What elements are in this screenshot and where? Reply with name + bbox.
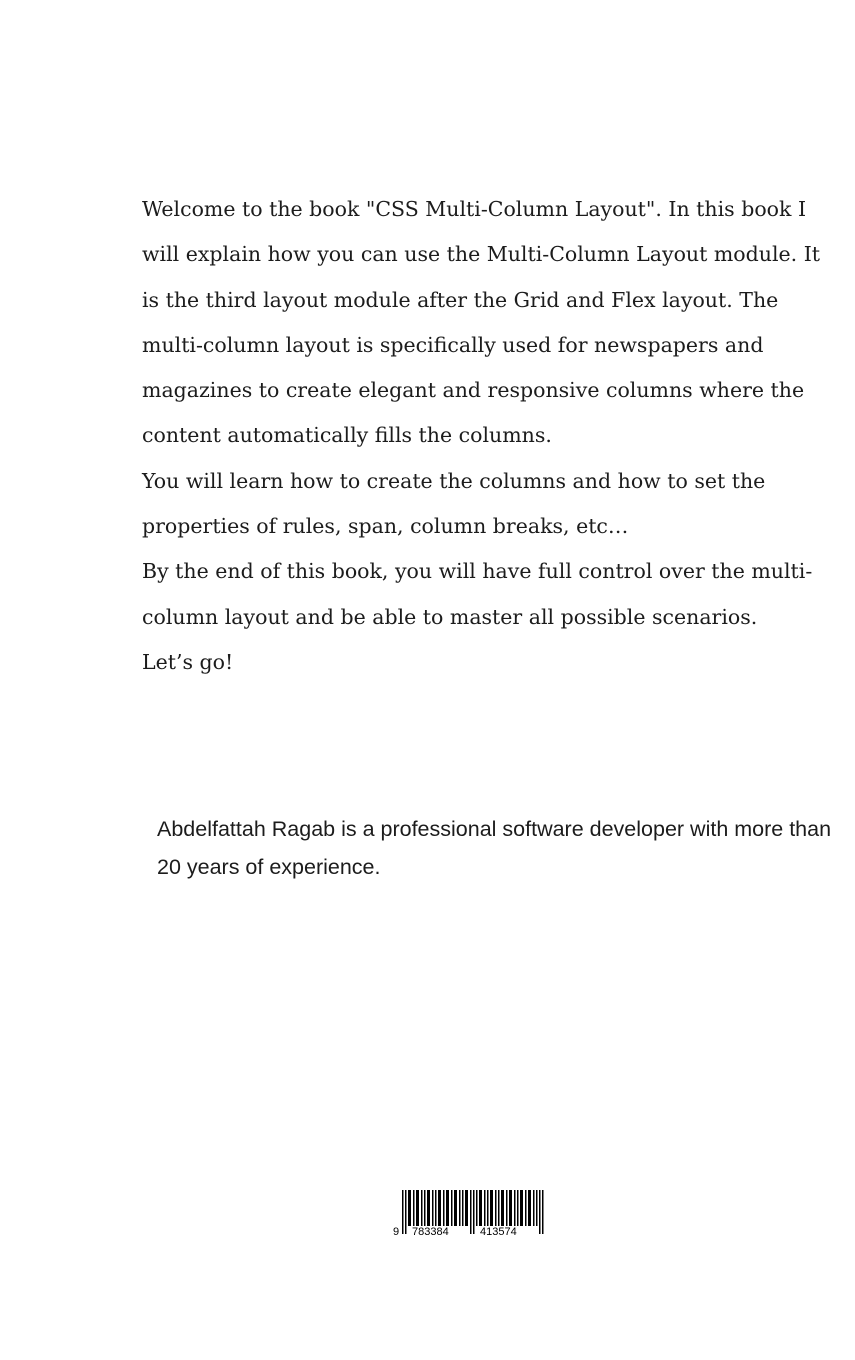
- author-bio: [157, 810, 837, 886]
- barcode-graphic: [392, 1188, 557, 1238]
- blurb-paragraph-intro: Welcome to the book "CSS Multi-Column Layout". In this book I will explain how you can use the Multi-Column Layout module. It is the third layout module after the Grid and Flex layout. The multi-column layout is specifically used for newspapers and magazines to create elegant and responsive columns where the content automatically fills the columns.: [142, 197, 821, 448]
- blurb-paragraph-closing: Let’s go!: [142, 649, 234, 674]
- author-bio-text: Abdelfattah Ragab is a professional software developer with more than 20 years of experience.: [157, 817, 832, 879]
- barcode-digit-lead: 9: [393, 1226, 400, 1238]
- blurb-paragraph-learn: You will learn how to create the columns and how to set the properties of rules, span, column breaks, etc…: [142, 468, 766, 539]
- book-blurb: [142, 187, 822, 685]
- isbn-barcode: [392, 1188, 557, 1238]
- blurb-paragraph-outcome: By the end of this book, you will have full control over the multi-column layout and be able to master all possible scenarios.: [142, 559, 813, 629]
- barcode-digits-right: 413574: [480, 1226, 517, 1238]
- barcode-digits-left: 783384: [412, 1226, 449, 1238]
